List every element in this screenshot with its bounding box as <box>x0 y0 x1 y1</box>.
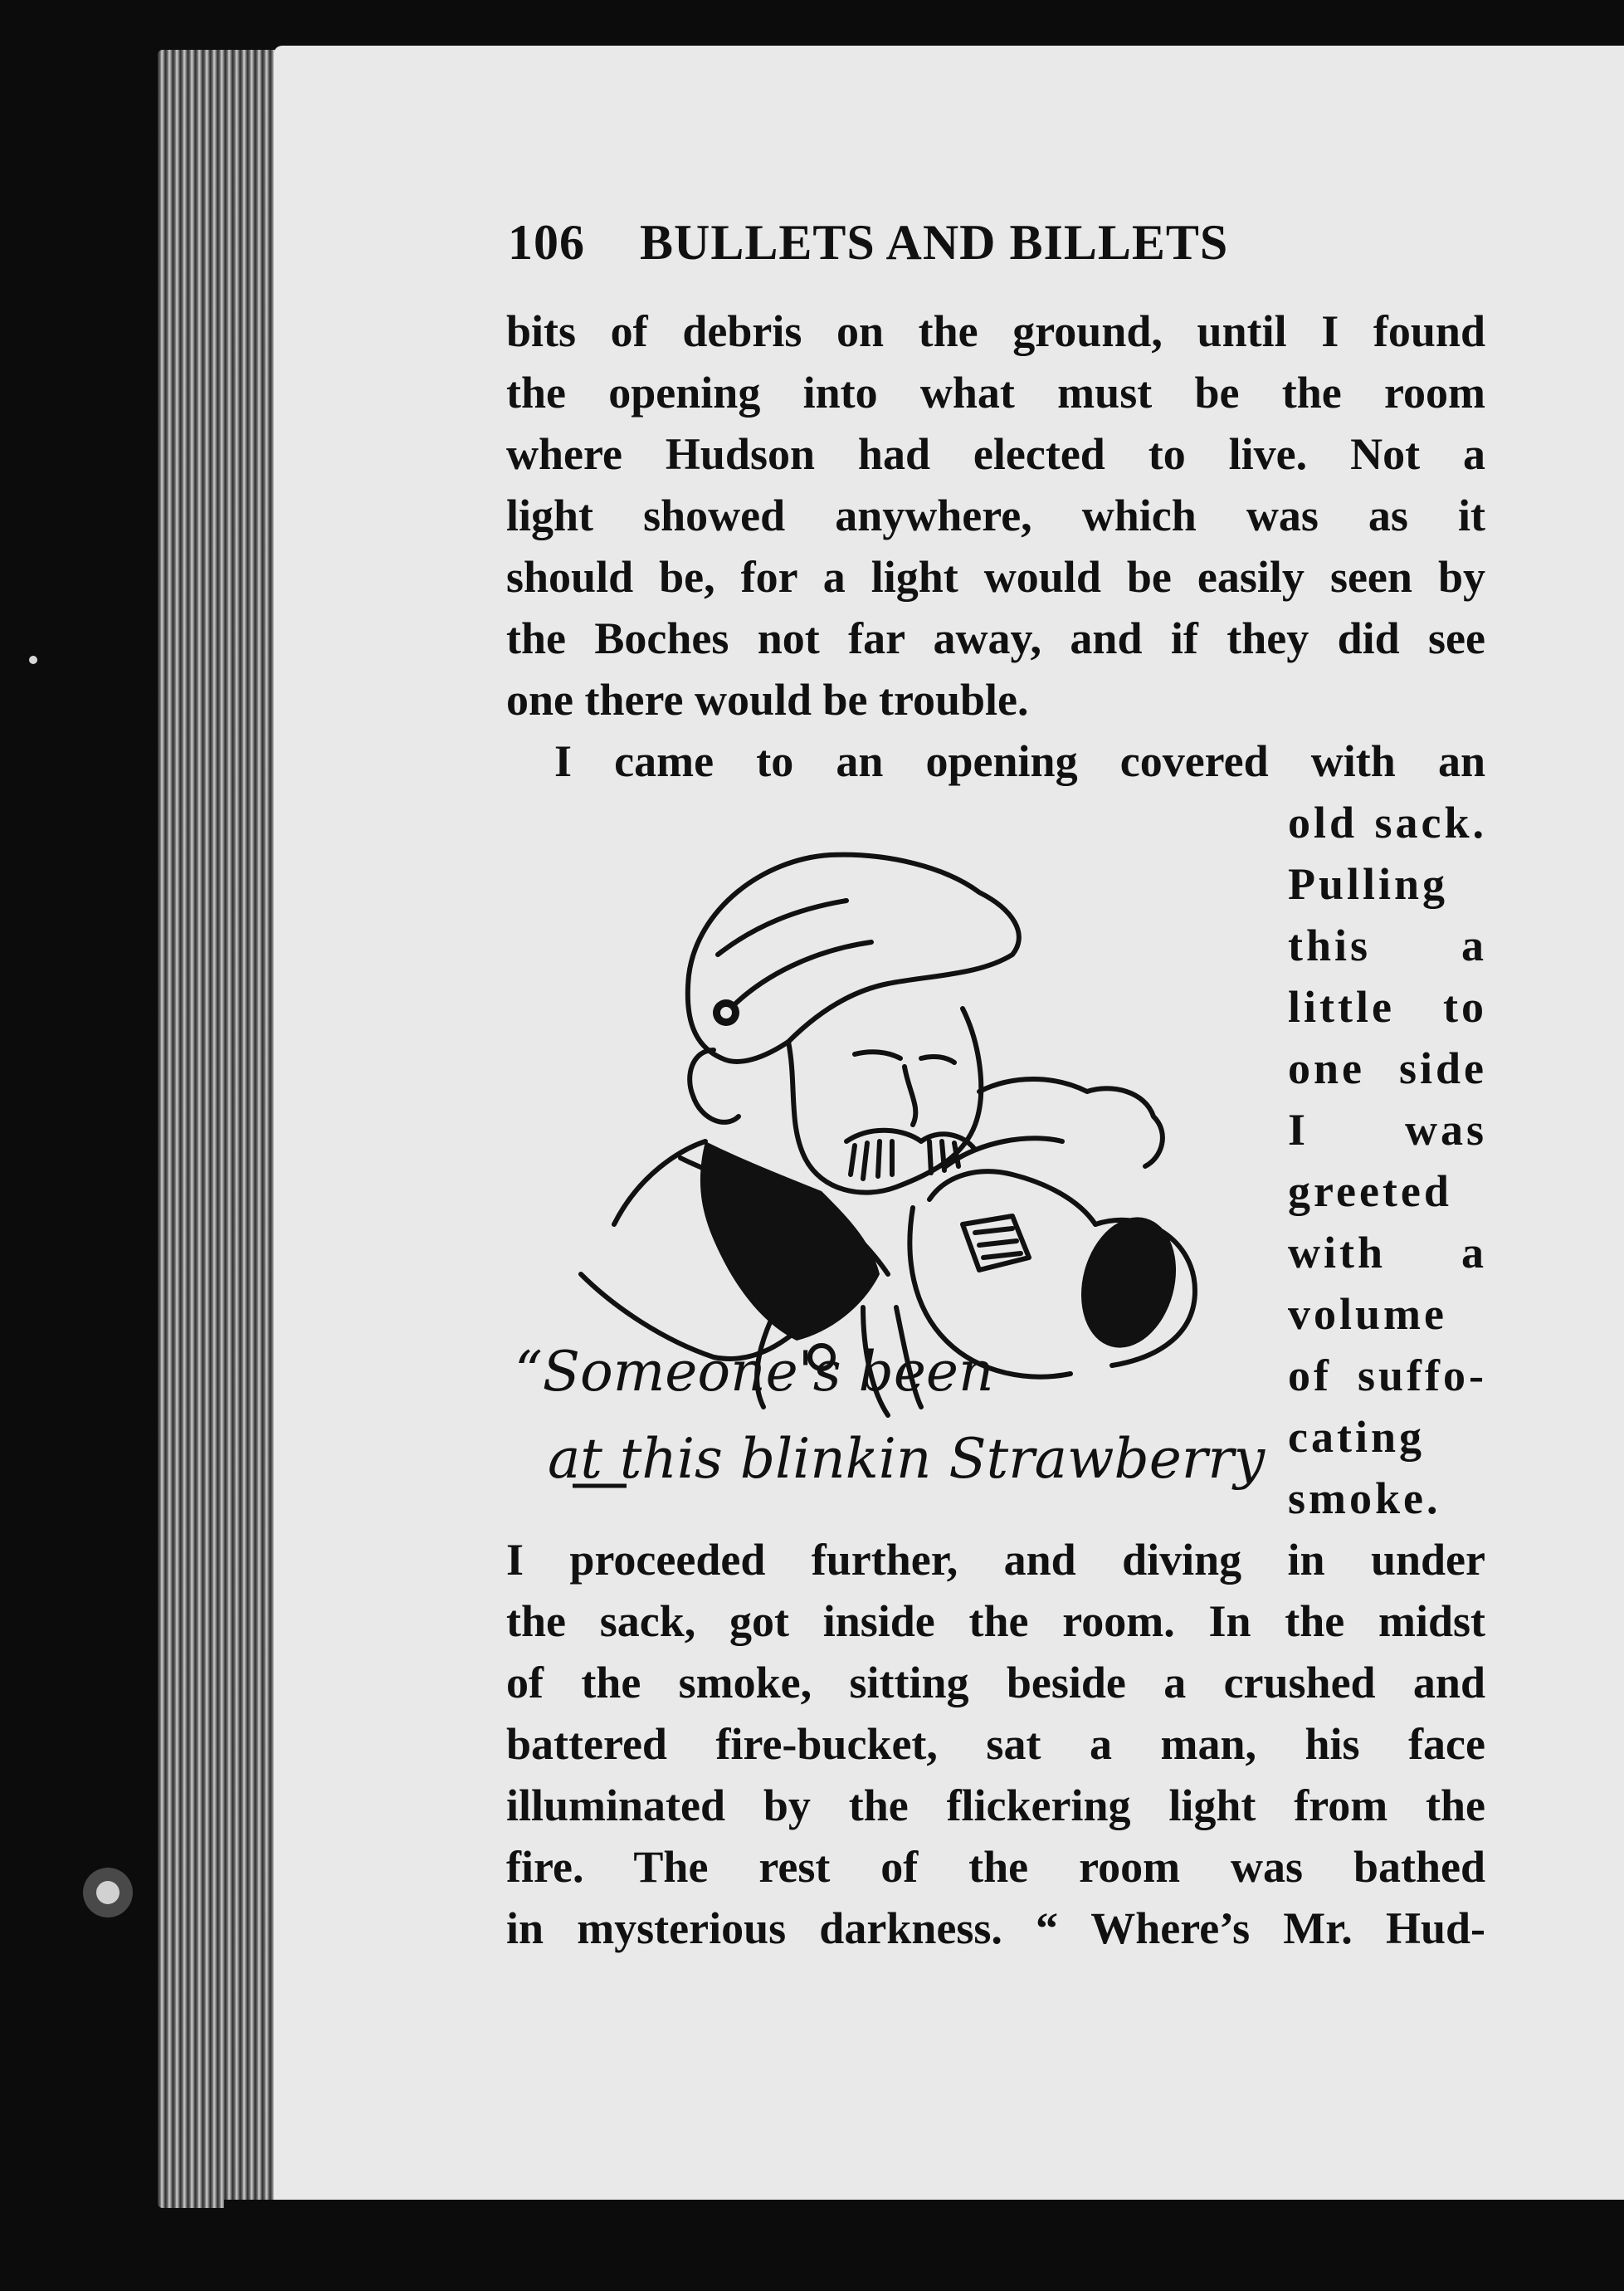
caption-line-1: “Someone's been <box>515 1340 994 1404</box>
text-line: one there would be trouble. <box>506 675 1029 725</box>
text-line: battered fire-bucket, sat a man, his face <box>506 1719 1485 1769</box>
running-title: BULLETS AND BILLETS <box>640 215 1229 270</box>
text-line: the Boches not far away, and if they did see <box>506 613 1485 663</box>
text-line: I was <box>1288 1105 1487 1155</box>
text-line: old sack. <box>1288 798 1487 848</box>
text-line: I proceeded further, and diving in under <box>506 1535 1485 1585</box>
text-line: of suffo- <box>1288 1351 1487 1400</box>
text-line: light showed anywhere, which was as it <box>506 491 1485 540</box>
text-line: volume <box>1288 1289 1447 1339</box>
text-line: illuminated by the flickering light from the <box>506 1781 1485 1830</box>
text-line: I came to an opening covered with an <box>554 736 1485 786</box>
text-line: this a <box>1288 921 1487 970</box>
text-line: the sack, got inside the room. In the midst <box>506 1596 1485 1646</box>
text-line: Pulling <box>1288 859 1449 909</box>
text-line: cating <box>1288 1412 1425 1462</box>
text-line: greeted <box>1288 1166 1452 1216</box>
text-line: should be, for a light would be easily seen by <box>506 552 1485 602</box>
text-line: fire. The rest of the room was bathed <box>506 1842 1485 1892</box>
text-line: with a <box>1288 1228 1487 1277</box>
page-number: 106 <box>508 215 585 270</box>
text-line: little to <box>1288 982 1487 1032</box>
text-line: in mysterious darkness. “ Where’s Mr. Hud- <box>506 1903 1485 1953</box>
caption-line-2: at this blinkin Strawberry <box>548 1427 1266 1491</box>
text-line: where Hudson had elected to live. Not a <box>506 429 1485 479</box>
text-line: one side <box>1288 1043 1487 1093</box>
text-line: the opening into what must be the room <box>506 368 1485 418</box>
text-line: bits of debris on the ground, until I found <box>506 306 1485 356</box>
text-line: smoke. <box>1288 1473 1441 1523</box>
text-line: of the smoke, sitting beside a crushed and <box>506 1658 1485 1707</box>
